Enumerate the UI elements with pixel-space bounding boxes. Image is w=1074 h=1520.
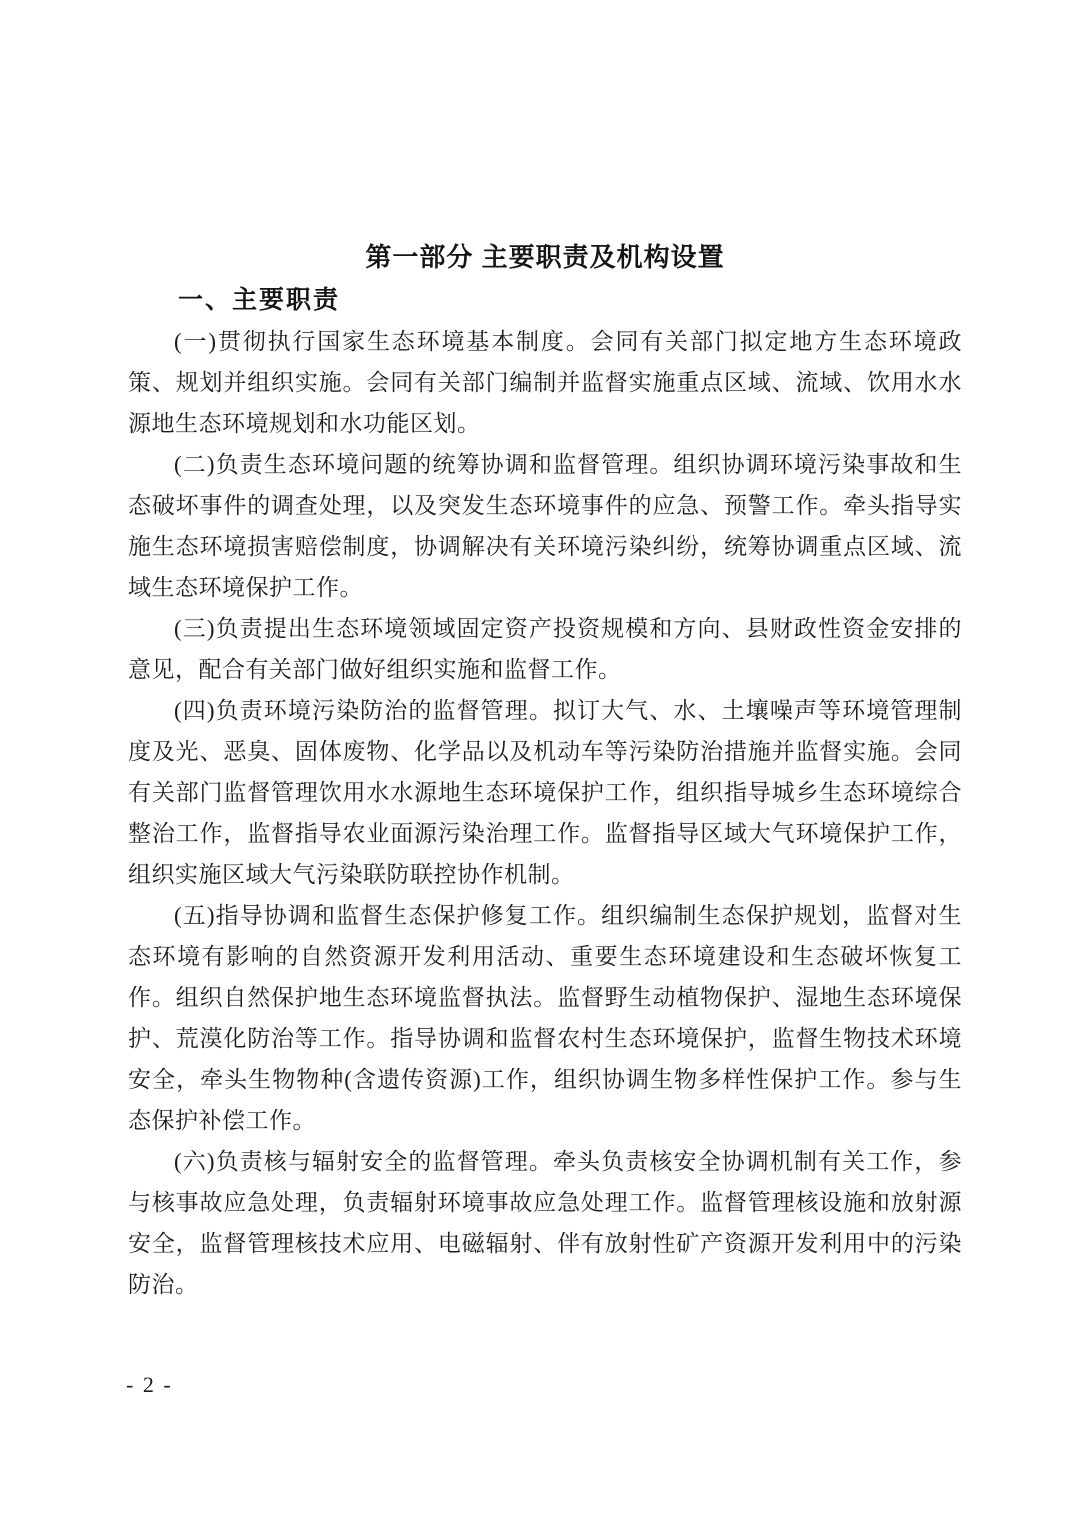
- page-number: - 2 -: [126, 1372, 173, 1397]
- section-heading: 一、主要职责: [178, 287, 341, 314]
- paragraph-3: (三)负责提出生态环境领域固定资产投资规模和方向、县财政性资金安排的意见，配合有关部门做好组织实施和监督工作。: [128, 616, 962, 682]
- paragraph-1: (一)贯彻执行国家生态环境基本制度。会同有关部门拟定地方生态环境政策、规划并组织实施。会同有关部门编制并监督实施重点区域、流域、饮用水水源地生态环境规划和水功能区划。: [128, 329, 962, 436]
- paragraph-4: (四)负责环境污染防治的监督管理。拟订大气、水、土壤噪声等环境管理制度及光、恶臭、固体废物、化学品以及机动车等污染防治措施并监督实施。会同有关部门监督管理饮用水水源地生态环境保护工作，组织指导城乡生态环境综合整治工作，监督指导农业面源污染治理工作。监督指导区域大气环境保护工作，组织实施区域大气污染联防联控协作机制。: [128, 698, 962, 887]
- paragraph-5: (五)指导协调和监督生态保护修复工作。组织编制生态保护规划，监督对生态环境有影响的自然资源开发利用活动、重要生态环境建设和生态破坏恢复工作。组织自然保护地生态环境监督执法。监督野生动植物保护、湿地生态环境保护、荒漠化防治等工作。指导协调和监督农村生态环境保护，监督生物技术环境安全，牵头生物物种(含遗传资源)工作，组织协调生物多样性保护工作。参与生态保护补偿工作。: [128, 903, 962, 1133]
- document-title: 第一部分 主要职责及机构设置: [365, 242, 725, 272]
- paragraph-2: (二)负责生态环境问题的统筹协调和监督管理。组织协调环境污染事故和生态破坏事件的调查处理，以及突发生态环境事件的应急、预警工作。牵头指导实施生态环境损害赔偿制度，协调解决有关环境污染纠纷，统筹协调重点区域、流域生态环境保护工作。: [128, 452, 962, 600]
- paragraph-6: (六)负责核与辐射安全的监督管理。牵头负责核安全协调机制有关工作，参与核事故应急处理，负责辐射环境事故应急处理工作。监督管理核设施和放射源安全，监督管理核技术应用、电磁辐射、伴有放射性矿产资源开发利用中的污染防治。: [128, 1149, 962, 1297]
